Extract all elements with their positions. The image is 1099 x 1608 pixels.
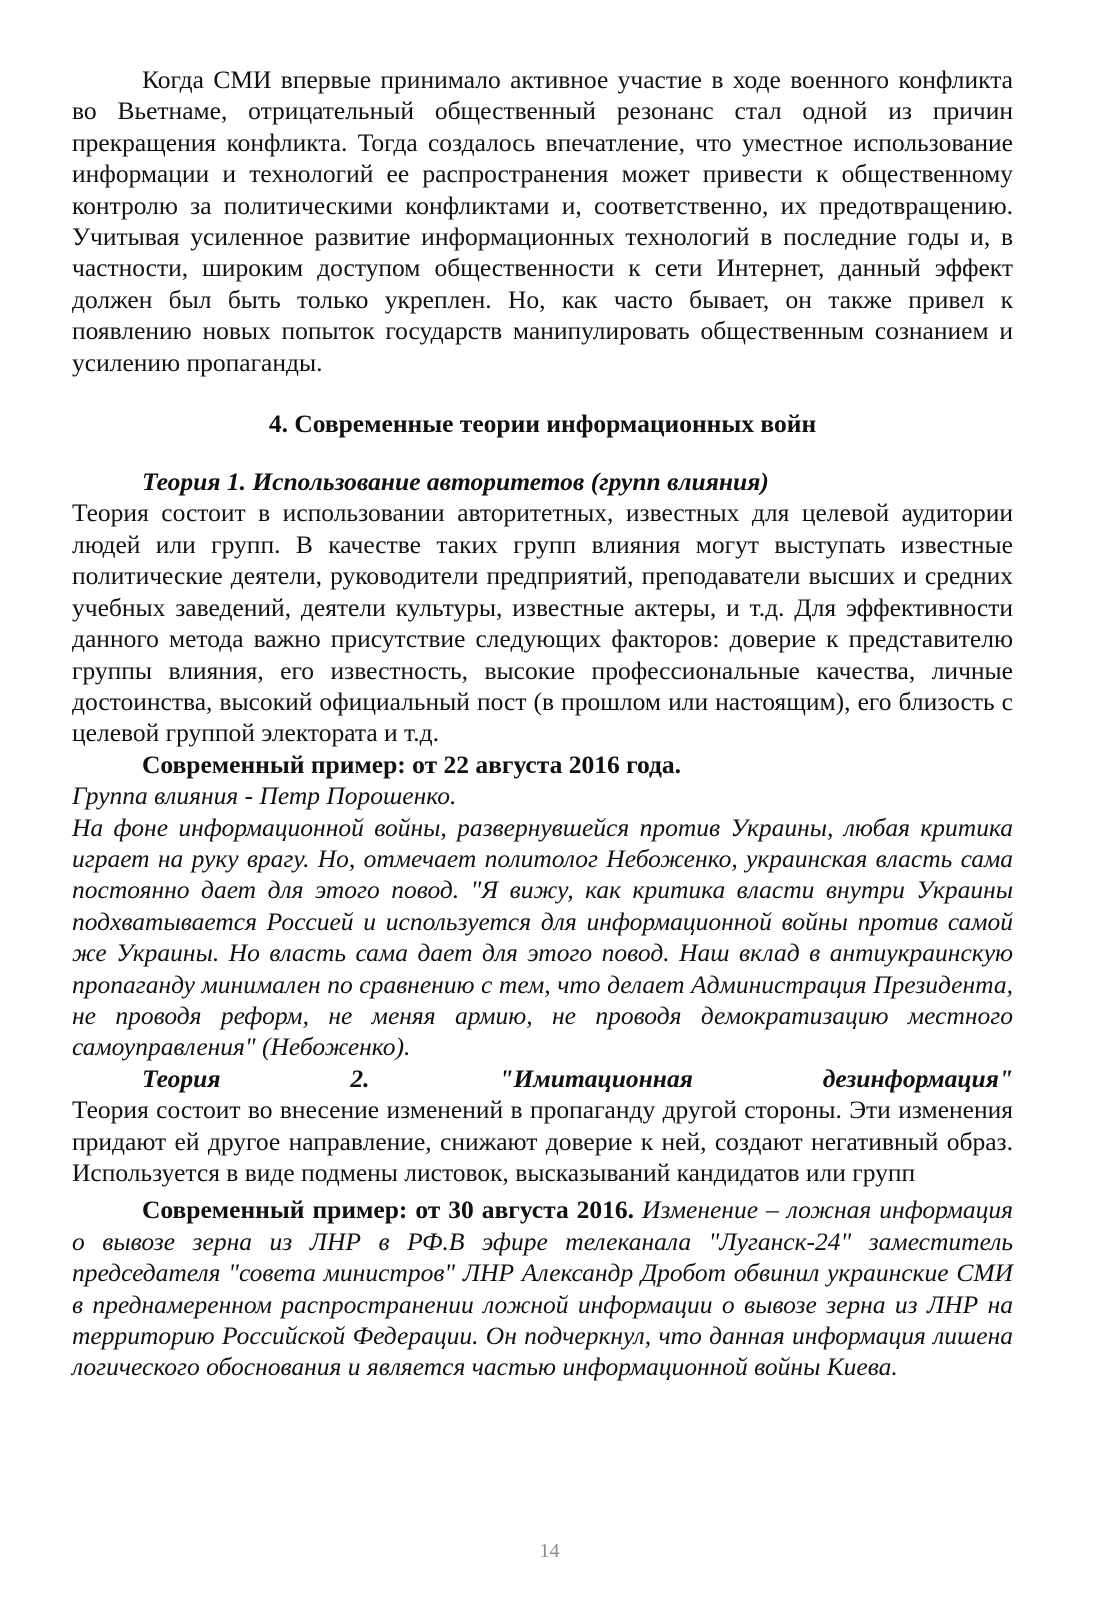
section-heading: 4. Современные теории информационных войн: [268, 409, 817, 439]
theory-1-example-group: Группа влияния - Петр Порошенко.: [72, 781, 457, 811]
theory-2-title: Теория 2. "Имитационная дезинформация": [142, 1063, 1013, 1093]
theory-2-example-text: Изменение – ложная информация о вывозе зерна из ЛНР в РФ.В эфире телеканала "Луганск-24" заместитель председателя "совета министров" ЛНР Александр Дробот обвинил украинские СМИ в преднамеренном распространении ложной информации о вывозе зерна из ЛНР на территорию Российской Федерации. Он подчеркнул, что данная информация лишена логического обоснования и является частью информационной войны Киева.: [72, 1195, 1013, 1382]
theory-2-example-label: Современный пример: от 30 августа 2016.: [142, 1195, 635, 1225]
intro-paragraph: Когда СМИ впервые принимало активное участие в ходе военного конфликта во Вьетнаме, отрицательный общественный резонанс стал одной из причин прекращения конфликта. Тогда создалось впечатление, что уместное использование информации и технологий ее распространения может привести к общественному контролю за политическими конфликтами и, соответственно, их предотвращению. Учитывая усиленное развитие информационных технологий в последние годы и, в частности, широким доступом общественности к сети Интернет, данный эффект должен был быть только укреплен. Но, как часто бывает, он также привел к появлению новых попыток государств манипулировать общественным сознанием и усилению пропаганды.: [72, 65, 1013, 377]
theory-1-example-label: Современный пример: от 22 августа 2016 года.: [142, 749, 682, 779]
document-page: [72, 64, 1013, 1383]
theory-1-body: Теория состоит в использовании авторитетных, известных для целевой аудитории людей или групп. В качестве таких групп влияния могут выступать известные политические деятели, руководители предприятий, преподаватели высших и средних учебных заведений, деятели культуры, известные актеры, и т.д. Для эффективности данного метода важно присутствие следующих факторов: доверие к представителю группы влияния, его известность, высокие профессиональные качества, личные достоинства, высокий официальный пост (в прошлом или настоящим), его близость с целевой группой электората и т.д.: [72, 498, 1013, 748]
theory-2-body: Теория состоит во внесение изменений в пропаганду другой стороны. Эти изменения придают ей другое направление, снижают доверие к ней, создают негативный образ. Используется в виде подмены листовок, высказываний кандидатов или групп: [72, 1095, 1013, 1187]
theory-1-example-text: На фоне информационной войны, развернувшейся против Украины, любая критика играет на руку врагу. Но, отмечает политолог Небоженко, украинская власть сама постоянно дает для этого повод. "Я вижу, как критика власти внутри Украины подхватывается Россией и используется для информационной войны против самой же Украины. Но власть сама дает для этого повод. Наш вклад в антиукраинскую пропаганду минимален по сравнению с тем, что делает Администрация Президента, не проводя реформ, не меняя армию, не проводя демократизацию местного самоуправления" (Небоженко).: [72, 812, 1013, 1062]
theory-2-example: [72, 1194, 1013, 1382]
theory-1-title: Теория 1. Использование авторитетов (групп влияния): [142, 467, 769, 497]
page-number: 14: [539, 1540, 560, 1562]
